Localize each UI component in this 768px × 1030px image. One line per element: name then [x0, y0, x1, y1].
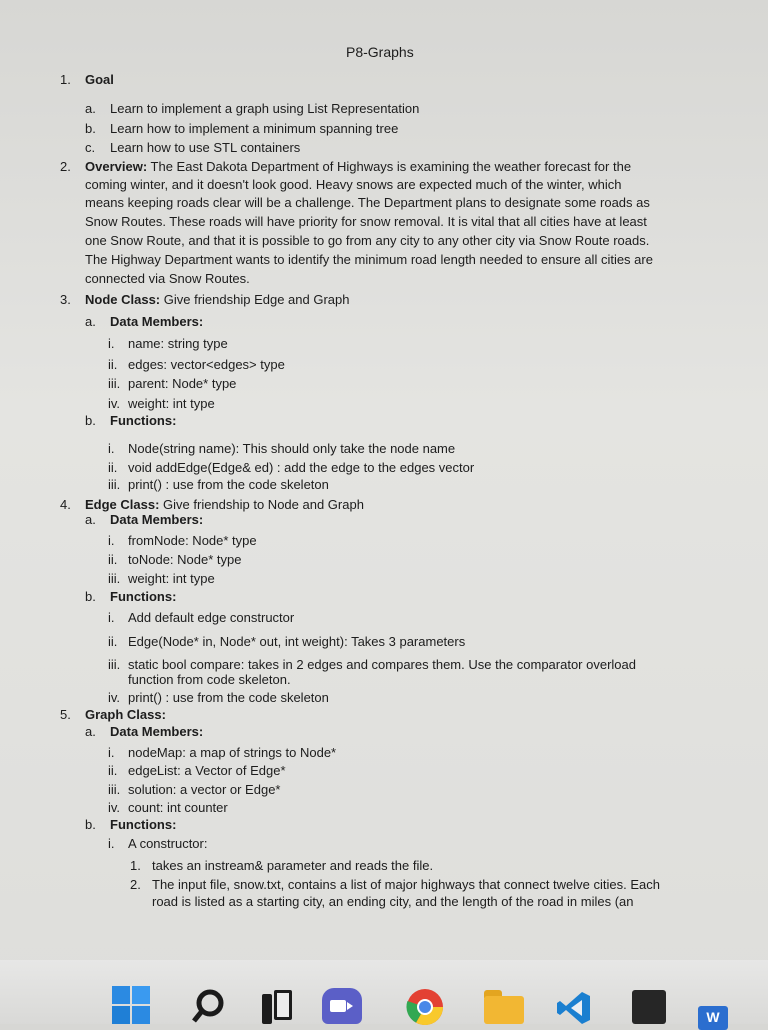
list-marker: 4.: [60, 497, 71, 512]
list-marker: ii.: [108, 357, 118, 372]
document-line: Learn how to use STL containers: [110, 140, 301, 155]
word-icon[interactable]: W: [698, 1006, 728, 1030]
teams-icon[interactable]: [322, 988, 362, 1024]
document-line: Graph Class:: [85, 707, 166, 722]
document-line: Functions:: [110, 589, 177, 604]
taskbar: [0, 960, 768, 1024]
list-marker: a.: [85, 101, 96, 116]
document-line: toNode: Node* type: [128, 552, 242, 567]
list-marker: a.: [85, 724, 96, 739]
document-line: print() : use from the code skeleton: [128, 690, 329, 705]
search-icon[interactable]: [190, 988, 226, 1024]
list-marker: b.: [85, 121, 96, 136]
list-marker: a.: [85, 512, 96, 527]
list-marker: iii.: [108, 782, 121, 797]
document-line: fromNode: Node* type: [128, 533, 257, 548]
list-marker: ii.: [108, 460, 118, 475]
vscode-icon[interactable]: [556, 990, 592, 1026]
document-line: edges: vector<edges> type: [128, 357, 285, 372]
list-marker: iii.: [108, 657, 121, 672]
document-line: Add default edge constructor: [128, 610, 295, 625]
document-line: Goal: [85, 72, 114, 87]
list-marker: a.: [85, 314, 96, 329]
document-line: nodeMap: a map of strings to Node*: [128, 745, 337, 760]
document-line: road is listed as a starting city, an ending city, and the length of the road in miles (an: [152, 894, 634, 909]
document-line: Learn to implement a graph using List Representation: [110, 101, 420, 116]
document-title: P8-Graphs: [346, 44, 414, 60]
document-line: Functions:: [110, 413, 177, 428]
document-line: void addEdge(Edge& ed) : add the edge to the edges vector: [128, 460, 475, 475]
document-line: The Highway Department wants to identify the minimum road length needed to ensure all cities are: [85, 252, 653, 267]
list-marker: b.: [85, 589, 96, 604]
document-line: edgeList: a Vector of Edge*: [128, 763, 286, 778]
list-marker: i.: [108, 745, 115, 760]
list-marker: ii.: [108, 634, 118, 649]
list-marker: i.: [108, 610, 115, 625]
document-line: function from code skeleton.: [128, 672, 291, 687]
document-line: one Snow Route, and that it is possible to go from any city to any other city via Snow Route roads.: [85, 233, 650, 248]
list-marker: c.: [85, 140, 96, 155]
list-marker: iv.: [108, 690, 121, 705]
document-line: Edge(Node* in, Node* out, int weight): Takes 3 parameters: [128, 634, 466, 649]
chrome-icon[interactable]: [406, 988, 444, 1026]
list-marker: 2.: [130, 877, 141, 892]
document-line: Data Members:: [110, 724, 204, 739]
document-line: The input file, snow.txt, contains a list of major highways that connect twelve cities. Each: [152, 877, 660, 892]
list-marker: b.: [85, 413, 96, 428]
list-marker: ii.: [108, 763, 118, 778]
list-marker: iii.: [108, 376, 121, 391]
document-line: Data Members:: [110, 314, 204, 329]
document-line: Node(string name): This should only take the node name: [128, 441, 456, 456]
document-line: means keeping roads clear will be a challenge. The Department plans to designate some roads as: [85, 195, 650, 210]
terminal-icon[interactable]: [632, 990, 666, 1024]
document-line: Data Members:: [110, 512, 204, 527]
list-marker: i.: [108, 836, 115, 851]
document-line: takes an instream& parameter and reads the file.: [152, 858, 434, 873]
list-marker: i.: [108, 441, 115, 456]
list-marker: iv.: [108, 396, 121, 411]
document-line: Edge Class: Give friendship to Node and Graph: [85, 497, 364, 512]
list-marker: 1.: [60, 72, 71, 87]
document-line: solution: a vector or Edge*: [128, 782, 281, 797]
start-icon[interactable]: [112, 986, 150, 1024]
list-marker: 2.: [60, 159, 71, 174]
document-line: connected via Snow Routes.: [85, 271, 250, 286]
list-marker: 1.: [130, 858, 141, 873]
file-explorer-icon[interactable]: [484, 990, 524, 1024]
document-line: weight: int type: [128, 571, 215, 586]
list-marker: iii.: [108, 571, 121, 586]
list-marker: 3.: [60, 292, 71, 307]
document-line: Snow Routes. These roads will have priority for snow removal. It is vital that all cities have at least: [85, 214, 647, 229]
document-line: Node Class: Give friendship Edge and Graph: [85, 292, 350, 307]
list-marker: iii.: [108, 477, 121, 492]
document-line: name: string type: [128, 336, 228, 351]
document-line: static bool compare: takes in 2 edges and compares them. Use the comparator overload: [128, 657, 636, 672]
list-marker: 5.: [60, 707, 71, 722]
document-line: coming winter, and it doesn't look good. Heavy snows are expected much of the winter, which: [85, 177, 622, 192]
task-view-icon[interactable]: [262, 990, 292, 1024]
list-marker: b.: [85, 817, 96, 832]
document-line: count: int counter: [128, 800, 228, 815]
document-line: parent: Node* type: [128, 376, 237, 391]
document-line: A constructor:: [128, 836, 208, 851]
document-line: weight: int type: [128, 396, 215, 411]
list-marker: i.: [108, 336, 115, 351]
document-line: Overview: The East Dakota Department of Highways is examining the weather forecast for the: [85, 159, 632, 174]
document-line: Functions:: [110, 817, 177, 832]
document-line: print() : use from the code skeleton: [128, 477, 329, 492]
document-line: Learn how to implement a minimum spanning tree: [110, 121, 399, 136]
list-marker: ii.: [108, 552, 118, 567]
list-marker: i.: [108, 533, 115, 548]
list-marker: iv.: [108, 800, 121, 815]
